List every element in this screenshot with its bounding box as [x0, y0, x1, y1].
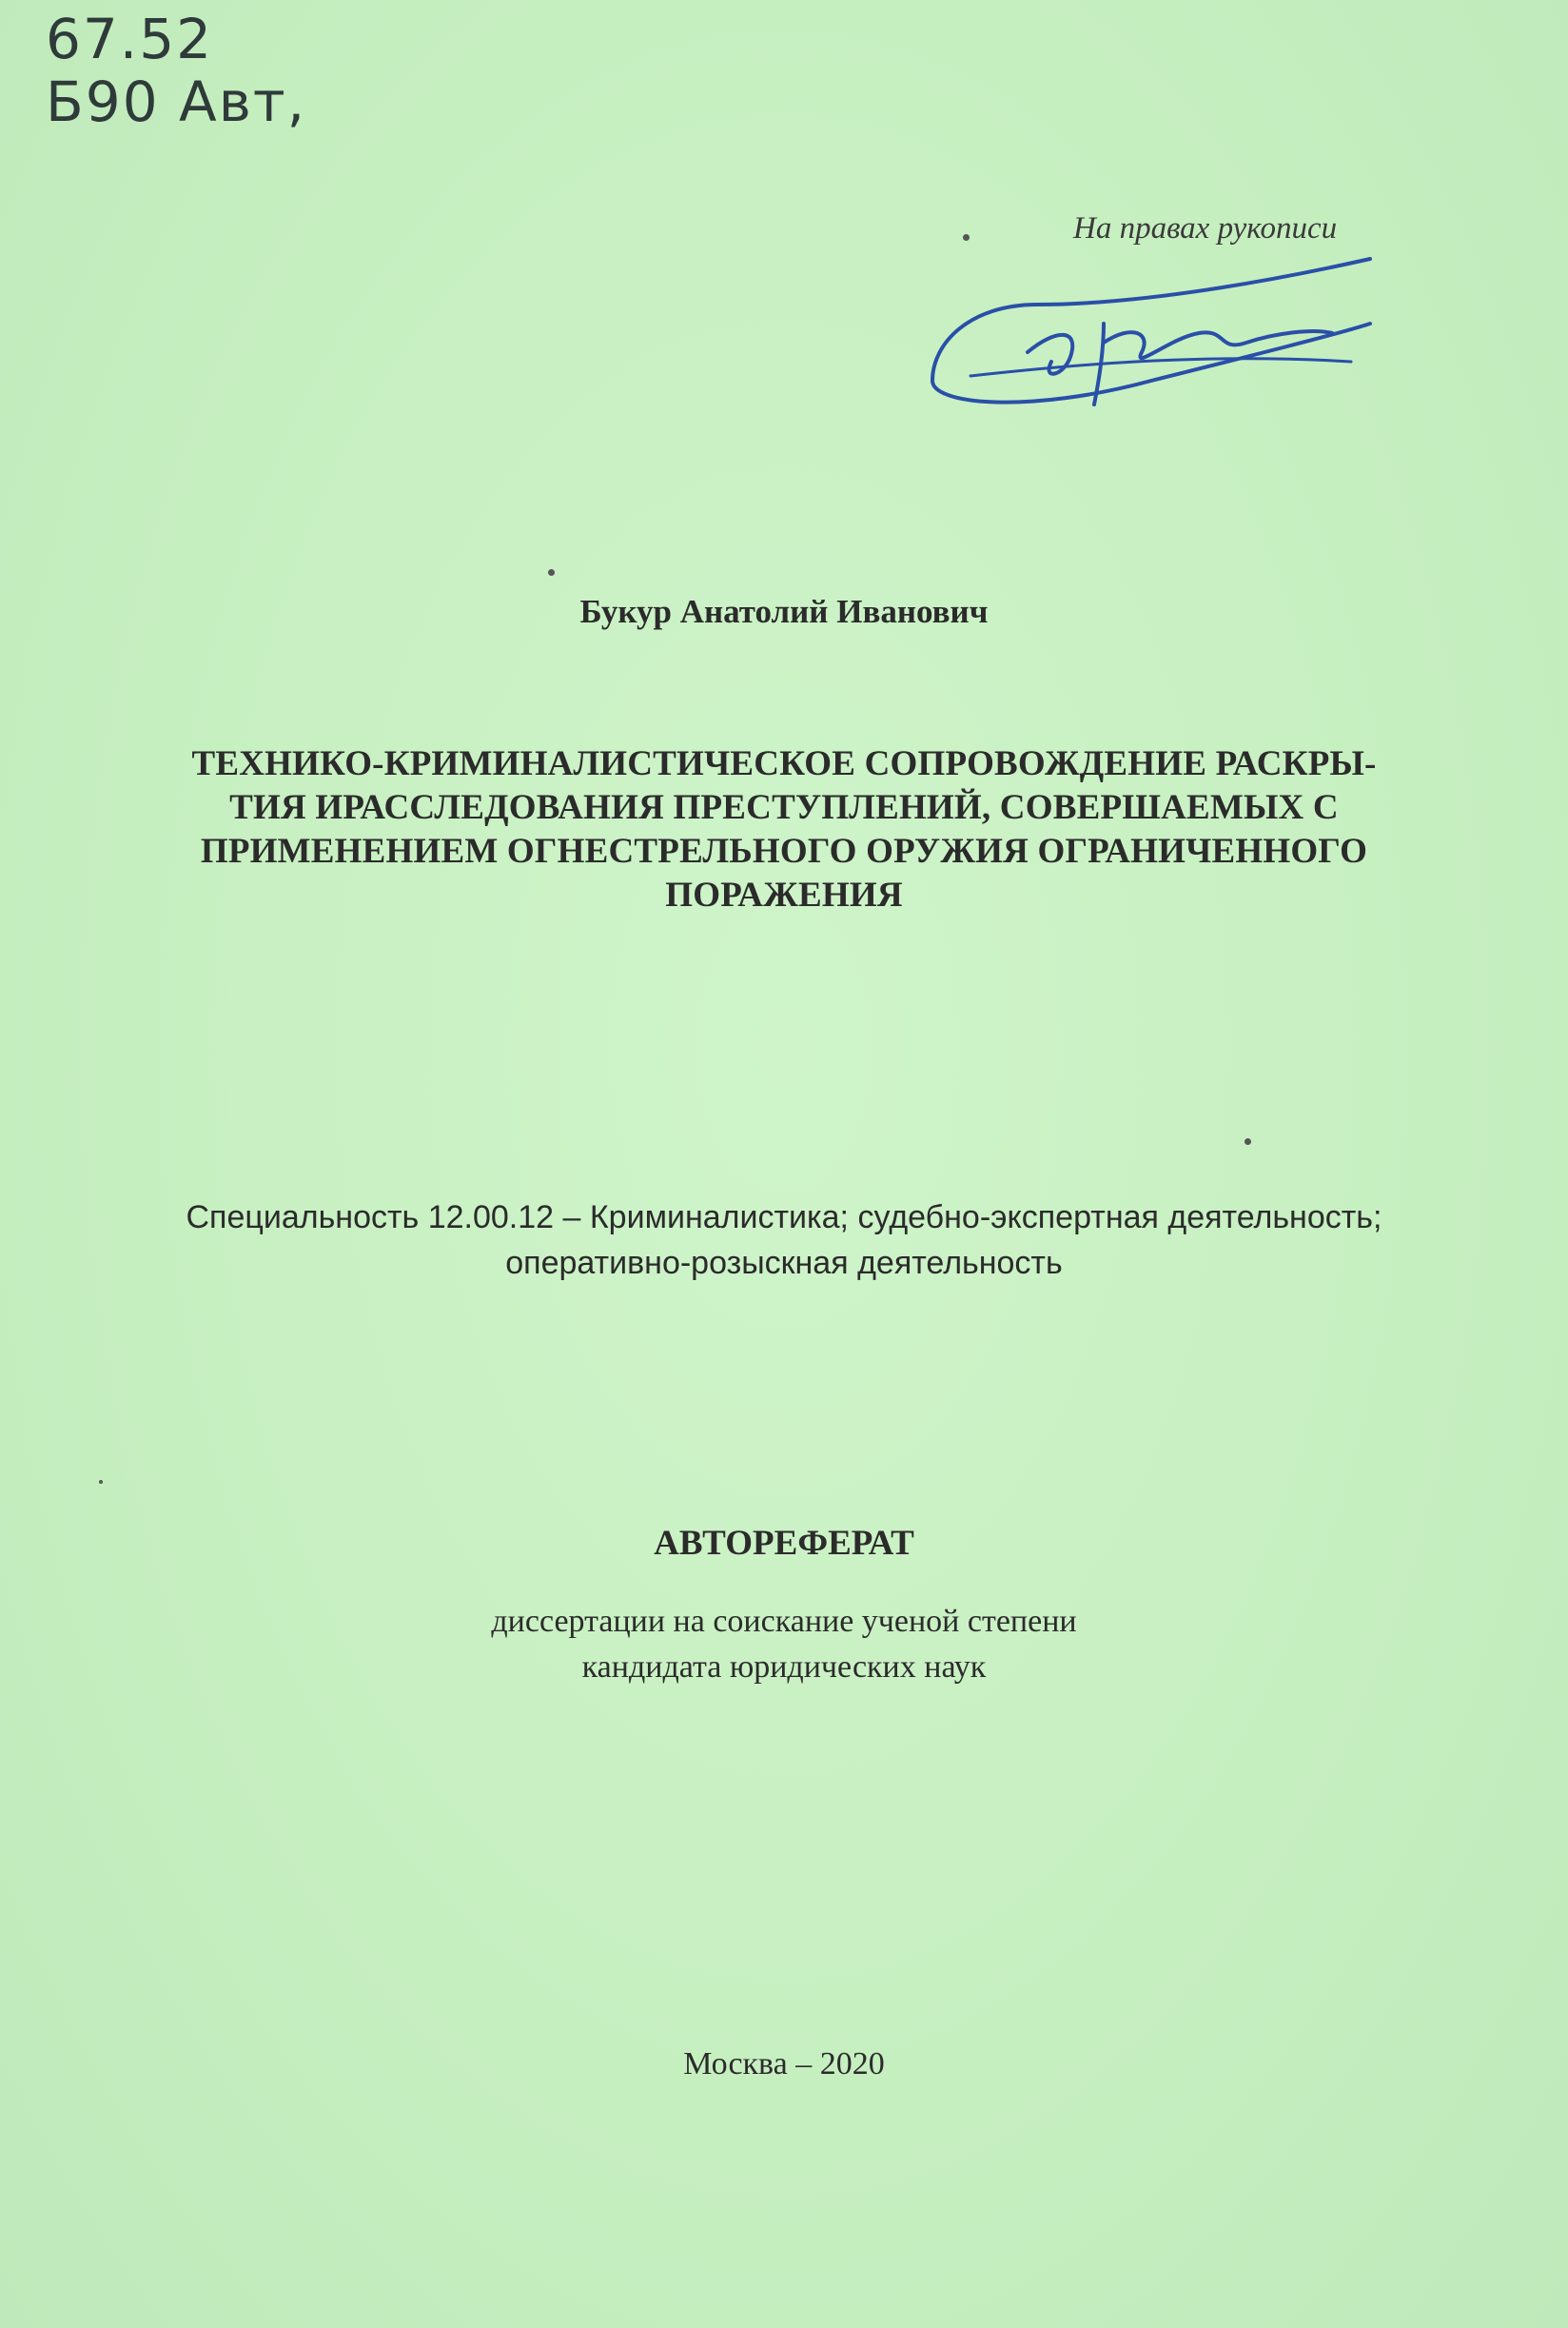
paper-speck: [963, 234, 970, 241]
title-line: ТИЯ ИРАССЛЕДОВАНИЯ ПРЕСТУПЛЕНИЙ, СОВЕРШАЕМЫХ С: [229, 788, 1339, 827]
manuscript-rights-note: На правах рукописи: [1073, 211, 1338, 246]
paper-speck: [1245, 1138, 1251, 1145]
author-name: Букур Анатолий Иванович: [579, 593, 989, 630]
archive-code-line: 67.52: [46, 7, 214, 71]
specialty-line: Специальность 12.00.12 – Криминалистика; судебно-экспертная деятельность;: [186, 1199, 1382, 1235]
dissertation-title: [133, 742, 1435, 917]
degree-line: кандидата юридических наук: [581, 1649, 987, 1685]
paper-speck: [99, 1480, 103, 1484]
city-year: Москва – 2020: [683, 2046, 885, 2081]
title-line: ПОРАЖЕНИЯ: [665, 876, 903, 915]
degree-line: диссертации на соискание ученой степени: [491, 1604, 1077, 1639]
paper-speck: [548, 569, 555, 576]
degree-block: [0, 1599, 1568, 1690]
specialty-block: [0, 1194, 1568, 1286]
title-line: ТЕХНИКО-КРИМИНАЛИСТИЧЕСКОЕ СОПРОВОЖДЕНИЕ РАСКРЫ-: [191, 744, 1377, 783]
document-type-heading: АВТОРЕФЕРАТ: [654, 1524, 914, 1563]
archive-handwritten-note: [46, 8, 306, 133]
signature-icon: [913, 238, 1389, 428]
archive-shelf-line: Б90 Авт,: [46, 69, 307, 134]
title-line: ПРИМЕНЕНИЕМ ОГНЕСТРЕЛЬНОГО ОРУЖИЯ ОГРАНИЧЕННОГО: [200, 832, 1368, 871]
specialty-line: оперативно-розыскная деятельность: [505, 1245, 1063, 1281]
